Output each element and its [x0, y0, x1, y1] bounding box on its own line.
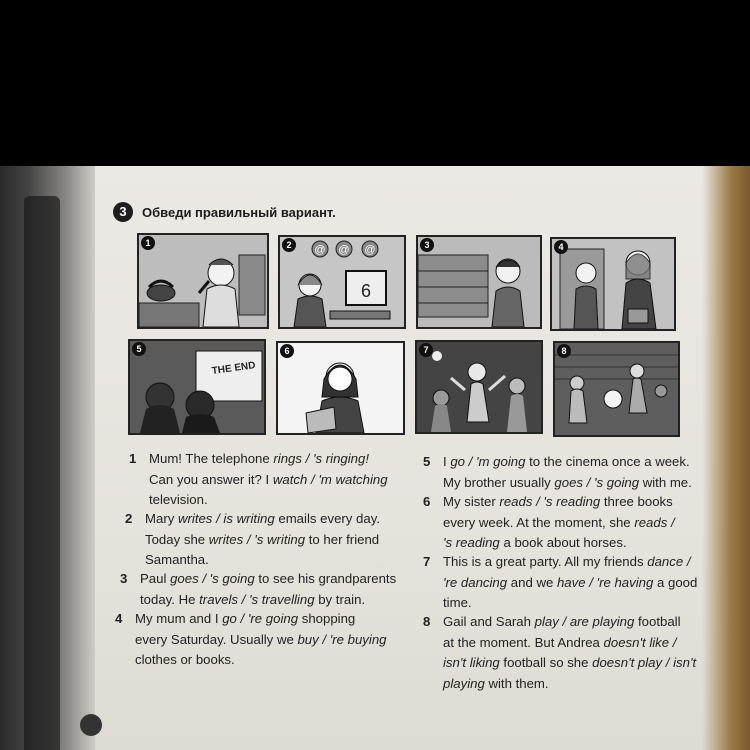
item-text: I — [443, 454, 451, 469]
item-number: 8 — [423, 614, 431, 629]
exercise-number-badge: 3 — [113, 202, 133, 222]
answer-options[interactable]: travels / 's travelling — [199, 591, 315, 607]
book-binding-shadow — [0, 166, 95, 750]
item-text: Paul — [140, 571, 171, 586]
item-text: television. — [149, 492, 208, 507]
illustration-6-reading — [276, 341, 405, 435]
answer-options[interactable]: writes / 's writing — [208, 531, 306, 547]
illustration-drawing — [418, 237, 540, 327]
panel-number: 7 — [419, 343, 433, 357]
panel-number: 3 — [420, 238, 434, 252]
item-text: Mum! The telephone — [149, 451, 274, 466]
answer-options[interactable]: isn't liking — [443, 655, 500, 670]
item-text: Today she — [145, 531, 209, 547]
item-number: 2 — [125, 511, 133, 526]
answer-options[interactable]: go / 'm going — [450, 454, 526, 469]
answer-options[interactable]: buy / 're buying — [297, 631, 387, 647]
item-text: Gail and Sarah — [443, 614, 535, 629]
exercise-item-7 — [423, 552, 697, 614]
item-text: clothes or books. — [135, 652, 235, 667]
panel-number: 2 — [282, 238, 296, 252]
illustration-1-telephone — [137, 233, 269, 329]
exercise-item-6 — [423, 492, 675, 554]
item-number: 3 — [120, 571, 128, 586]
exercise-item-3 — [120, 569, 396, 610]
exercise-item-4 — [115, 609, 387, 671]
illustration-4-shopping — [550, 237, 676, 331]
illustration-8-football — [553, 341, 680, 437]
illustration-drawing — [555, 343, 678, 435]
illustration-drawing — [278, 343, 403, 433]
item-text: three books — [600, 494, 673, 509]
item-text: football so she — [499, 655, 593, 670]
answer-options[interactable]: doesn't like / — [603, 634, 677, 650]
item-number: 4 — [115, 611, 123, 626]
panel-number: 8 — [557, 344, 571, 358]
illustration-drawing — [417, 342, 541, 432]
item-text: a book about horses. — [499, 535, 627, 550]
illustration-7-party — [415, 340, 543, 434]
item-number: 5 — [423, 454, 431, 469]
answer-options[interactable]: rings / 's ringing! — [273, 451, 369, 466]
item-text: My brother usually — [443, 474, 555, 490]
answer-options[interactable]: play / are playing — [534, 614, 635, 629]
panel-number: 5 — [132, 342, 146, 356]
item-text: football — [634, 614, 681, 629]
item-text: to her friend — [305, 531, 380, 547]
answer-options[interactable]: goes / 's going — [170, 571, 255, 586]
item-text: to see his grandparents — [254, 571, 397, 586]
item-text: every week. At the moment, she — [443, 514, 635, 530]
desk-edge — [702, 166, 750, 750]
item-text: with them. — [484, 675, 549, 691]
answer-options[interactable]: reads / — [634, 514, 675, 530]
item-text: a good — [653, 574, 698, 590]
item-text: with me. — [639, 474, 692, 490]
next-exercise-badge — [80, 714, 102, 736]
item-text: every Saturday. Usually we — [135, 631, 298, 647]
at-sign: @ — [314, 244, 326, 256]
at-sign: @ — [338, 244, 350, 256]
item-text: emails every day. — [274, 511, 380, 526]
illustration-drawing — [130, 341, 264, 433]
item-text: Mary — [145, 511, 178, 526]
answer-options[interactable]: have / 're having — [556, 574, 654, 590]
panel-number: 1 — [141, 236, 155, 250]
item-text: shopping — [298, 611, 356, 626]
answer-options[interactable]: 're dancing — [443, 574, 508, 590]
item-text: today. He — [140, 591, 200, 607]
item-text: My sister — [443, 494, 500, 509]
exercise-item-8 — [423, 612, 696, 694]
exercise-item-2 — [125, 509, 380, 571]
panel-number: 6 — [280, 344, 294, 358]
answer-options[interactable]: 's reading — [443, 535, 500, 550]
exercise-item-5 — [423, 452, 692, 493]
answer-options[interactable]: writes / is writing — [177, 511, 275, 526]
item-text: and we — [507, 574, 557, 590]
answer-options[interactable]: playing — [443, 675, 485, 691]
cinema-screen-text: THE END — [211, 360, 257, 378]
item-number: 6 — [423, 494, 431, 509]
answer-options[interactable]: watch / 'm watching — [272, 471, 388, 487]
answer-options[interactable]: goes / 's going — [554, 474, 640, 490]
illustration-2-computer — [278, 235, 406, 329]
exercise-item-1 — [129, 449, 388, 511]
at-sign: @ — [364, 244, 376, 256]
illustration-drawing — [280, 237, 404, 327]
item-text: time. — [443, 595, 472, 610]
item-text: by train. — [314, 591, 366, 607]
item-number: 1 — [129, 451, 137, 466]
item-text: to the cinema once a week. — [525, 454, 690, 469]
screen-number: 6 — [360, 281, 372, 301]
item-text: This is a great party. All my friends — [443, 554, 648, 569]
illustration-drawing — [139, 235, 267, 327]
exercise-instruction: Обведи правильный вариант. — [142, 205, 336, 220]
item-number: 7 — [423, 554, 431, 569]
illustration-3-train-station — [416, 235, 542, 329]
item-text: My mum and I — [135, 611, 223, 626]
answer-options[interactable]: go / 're going — [222, 611, 299, 626]
answer-options[interactable]: reads / 's reading — [499, 494, 601, 509]
answer-options[interactable]: dance / — [647, 554, 691, 569]
item-text: at the moment. But Andrea — [443, 634, 604, 650]
item-text: Samantha. — [145, 552, 209, 567]
item-text: Can you answer it? I — [149, 471, 273, 487]
answer-options[interactable]: doesn't play / isn't — [592, 655, 697, 670]
illustration-5-cinema — [128, 339, 266, 435]
panel-number: 4 — [554, 240, 568, 254]
illustration-drawing — [552, 239, 674, 329]
textbook-page — [0, 166, 750, 750]
